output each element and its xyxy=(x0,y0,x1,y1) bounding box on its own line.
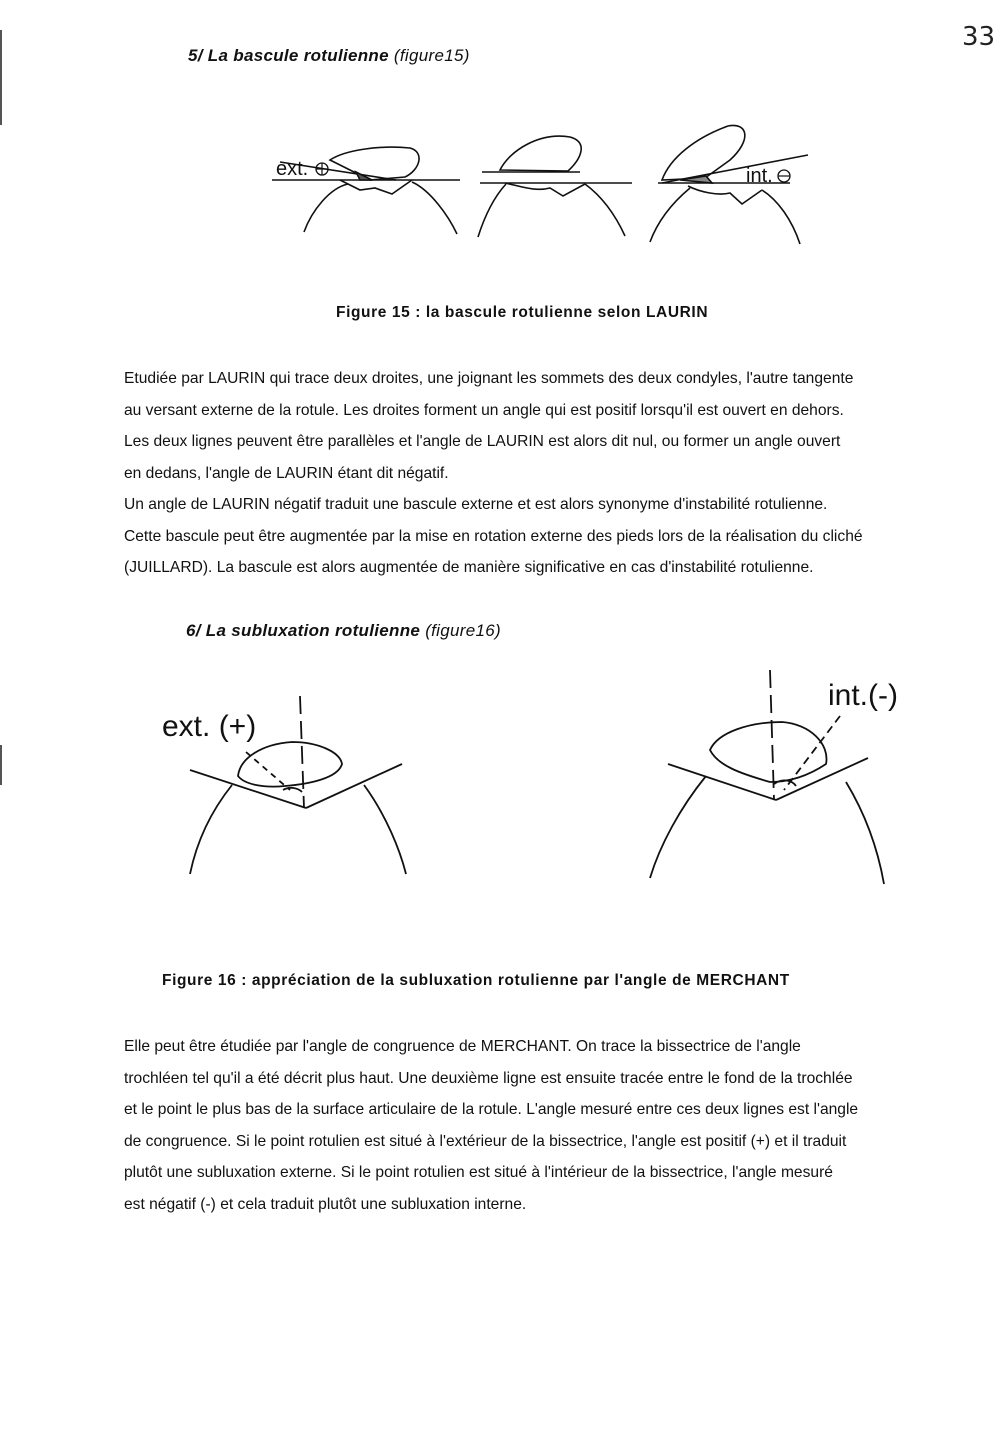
text-line: en dedans, l'angle de LAURIN étant dit négatif. xyxy=(124,464,449,482)
text-line: Un angle de LAURIN négatif traduit une bascule externe et est alors synonyme d'instabilité rotulienne. xyxy=(124,496,828,513)
text-line: au versant externe de la rotule. Les droites forment un angle qui est positif lorsqu'il est ouvert en dehors. xyxy=(124,401,844,419)
text-line: Cette bascule peut être augmentée par la mise en rotation externe des pieds lors de la réalisation du cliché xyxy=(124,527,863,545)
figure15-ext-label: ext. xyxy=(276,158,309,180)
figure-15-caption: Figure 15 : la bascule rotulienne selon LAURIN xyxy=(336,304,709,321)
text-line: plutôt une subluxation externe. Si le point rotulien est situé à l'intérieur de la bissectrice, l'angle mesuré xyxy=(124,1164,833,1181)
figure-reference: (figure16) xyxy=(425,621,501,640)
text-line: de congruence. Si le point rotulien est situé à l'extérieur de la bissectrice, l'angle est positif (+) et il traduit xyxy=(124,1132,847,1150)
text-line: (JUILLARD). La bascule est alors augmentée de manière significative en cas d'instabilité rotulienne. xyxy=(124,559,814,576)
text-line: et le point le plus bas de la surface articulaire de la rotule. L'angle mesuré entre ces deux lignes est l'angle xyxy=(124,1101,859,1118)
figure-reference: (figure15) xyxy=(393,46,470,65)
section-title: 5/ La bascule rotulienne xyxy=(188,46,389,65)
text-line: Elle peut être étudiée par l'angle de congruence de MERCHANT. On trace la bissectrice de l'angle xyxy=(124,1038,801,1055)
text-line: Les deux lignes peuvent être parallèles et l'angle de LAURIN est alors dit nul, ou former un angle ouvert xyxy=(124,433,841,450)
figure-16-caption: Figure 16 : appréciation de la subluxation rotulienne par l'angle de MERCHANT xyxy=(162,972,790,989)
text-line: est négatif (-) et cela traduit plutôt une subluxation interne. xyxy=(124,1195,527,1213)
text-line: Etudiée par LAURIN qui trace deux droites, une joignant les sommets des deux condyles, l'autre tangente xyxy=(124,370,854,387)
figure16-ext-label: ext. (+) xyxy=(162,710,257,743)
figure15-int-label: int. xyxy=(746,165,773,187)
text-line: trochléen tel qu'il a été décrit plus haut. Une deuxième ligne est ensuite tracée entre le fond de la trochlée xyxy=(124,1069,853,1087)
figure16-int-label: int.(-) xyxy=(828,679,898,712)
paragraph-merchant xyxy=(124,1031,962,1220)
section-title: 6/ La subluxation rotulienne xyxy=(186,621,421,640)
page-number: 33 xyxy=(962,22,995,52)
